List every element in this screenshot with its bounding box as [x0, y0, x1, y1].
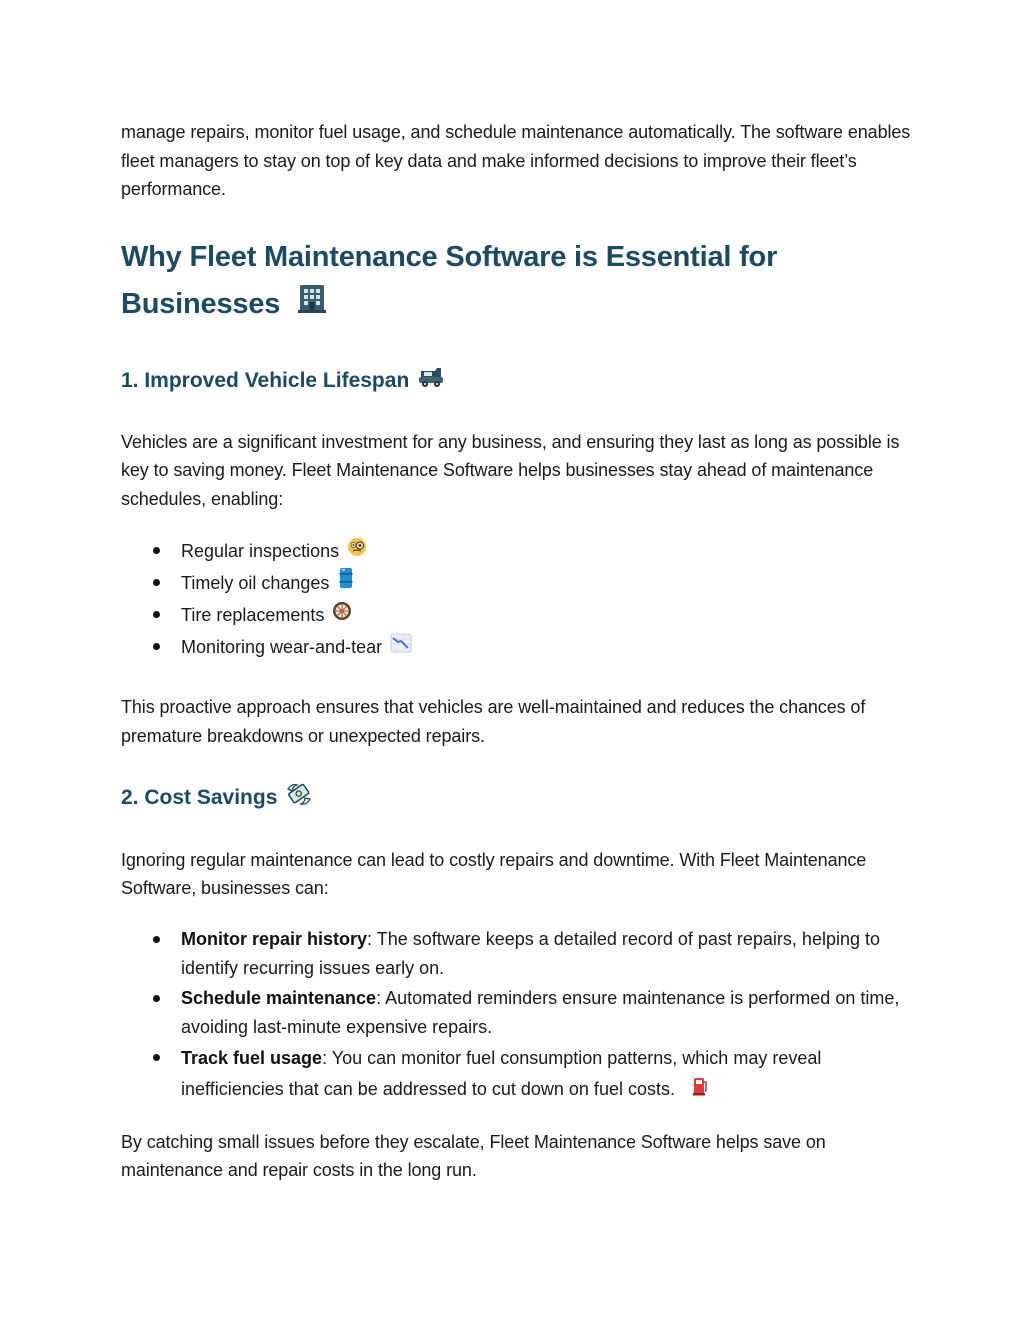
wheel-icon: [332, 599, 352, 631]
list-item-label: Monitor repair history: [181, 928, 368, 949]
oil-drum-icon: [337, 567, 355, 599]
list-item: Monitoring wear-and-tear: [121, 631, 911, 663]
chart-decreasing-icon: [390, 631, 412, 663]
list-item: Tire replacements: [121, 599, 911, 631]
section2-list: [121, 925, 911, 1106]
section2-heading: 2. Cost Savings: [121, 781, 911, 816]
section2-paragraph: Ignoring regular maintenance can lead to costly repairs and downtime. With Fleet Maintenance Software, businesses can:: [121, 849, 867, 899]
truck-icon: [417, 365, 445, 398]
list-item: Track fuel usage: You can monitor fuel consumption patterns, which may reveal inefficiencies that can be addressed to cut down on fuel costs.: [121, 1043, 911, 1106]
list-item: Regular inspections: [121, 535, 911, 567]
main-heading-line2: Businesses: [121, 287, 281, 320]
office-building-icon: [296, 282, 328, 329]
list-item: Monitor repair history: The software keeps a detailed record of past repairs, helping to identify recurring issues early on.: [121, 925, 911, 983]
section1-paragraph: Vehicles are a significant investment for any business, and ensuring they last as long as possible is key to saving money. Fleet Maintenance Software helps businesses stay ahead of maintenance schedules, enabling:: [121, 431, 900, 509]
section2-closing: By catching small issues before they escalate, Fleet Maintenance Software helps save on maintenance and repair costs in the long run.: [121, 1131, 826, 1181]
list-item: Timely oil changes: [121, 567, 911, 599]
list-item: Schedule maintenance: Automated reminders ensure maintenance is performed on time, avoiding last-minute expensive repairs.: [121, 984, 911, 1042]
list-item-label: Schedule maintenance: [181, 987, 377, 1008]
list-item-label: Track fuel usage: [181, 1047, 323, 1068]
main-heading: [121, 234, 911, 329]
section1-list: [121, 535, 911, 663]
magnifying-face-icon: [347, 535, 367, 567]
money-with-wings-icon: [285, 781, 313, 816]
document-page: [121, 118, 911, 1185]
section1-closing: This proactive approach ensures that vehicles are well-maintained and reduces the chances of premature breakdowns or unexpected repairs.: [121, 697, 866, 746]
main-heading-line1: Why Fleet Maintenance Software is Essential for: [121, 240, 778, 273]
section1-heading: 1. Improved Vehicle Lifespan: [121, 365, 911, 398]
intro-paragraph: manage repairs, monitor fuel usage, and schedule maintenance automatically. The software enables fleet managers to stay on top of key data and make informed decisions to improve their fleet’s performance.: [121, 122, 911, 200]
fuel-pump-icon: [692, 1075, 708, 1106]
